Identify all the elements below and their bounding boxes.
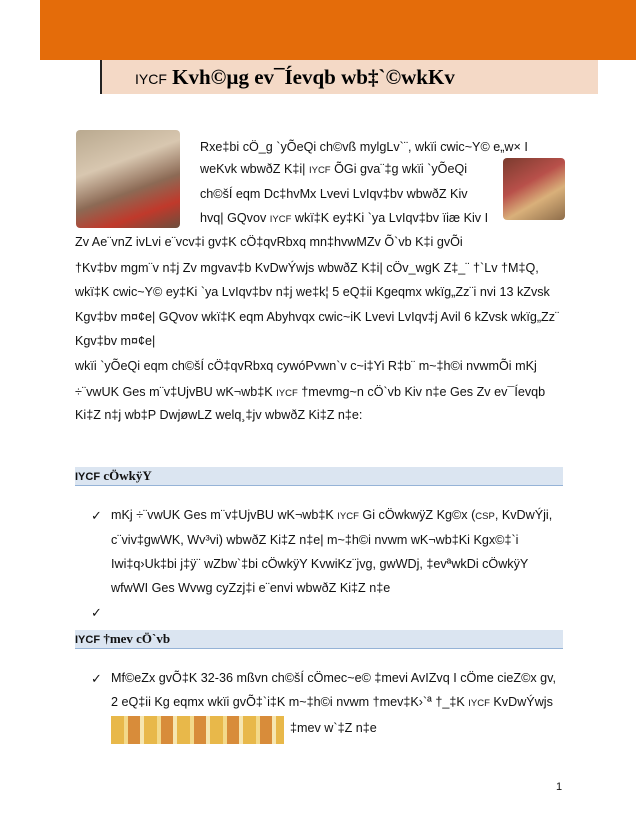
page-number: 1	[556, 781, 563, 793]
header-color-band	[40, 0, 636, 60]
training-bullet-line-4: wfwWI Ges Wvwg cyZzj‡i e¨envi wbwðZ Ki‡Z n‡e	[111, 581, 391, 595]
section-heading-training: IYCF cÖwkÿY	[75, 468, 152, 483]
intro-line-8: Kgv‡bv m¤¢e| GQvov wkï‡K eqm Abyhvqx cwic~iK Lvevi LvIqv‡j Avil 6 kZvsk wkïg„Zz¨	[75, 310, 560, 324]
check-icon: ✓	[91, 605, 102, 620]
service-bullet-line-1: Mf©eZx gvÕ‡K 32-36 mßvn ch©šÍ cÖmec~e© ‡mevi AvIZvq I cÖme cieZ©x gv,	[111, 671, 557, 685]
service-bullet-line-3: ‡mev w`‡Z n‡e	[290, 721, 377, 735]
section-heading-service: IYCF †mev cÖ`vb	[75, 631, 171, 646]
intro-line-9: Kgv‡bv m¤¢e|	[75, 334, 156, 348]
training-bullet-line-3: Iwi‡q›Uk‡bi j‡ÿ¨ wZbw`‡bi cÖwkÿY KvwiKz¨jvg, gwWDj, ‡evªwkDi cÖwkÿY	[111, 557, 529, 571]
intro-line-5: Zv Ae¨vnZ ivLvi e¨vcv‡i gv‡K cÖ‡qvRbxq mn‡hvwMZv Õ`vb K‡i gvÕi	[75, 235, 463, 249]
training-bullet-line-2: c¨viv‡gwWK, Wv³vi) wbwðZ Ki‡Z n‡e| m~‡h©i nvwm wK¬wb‡Ki Kgx©‡`i	[111, 533, 519, 547]
intro-line-6: †Kv‡bv mgm¨v n‡j Zv mgvav‡b KvDwÝwjs wbwðZ K‡i| cÖv_wgK Z‡_¨ †`Lv †M‡Q,	[75, 261, 539, 275]
check-icon: ✓	[91, 508, 102, 523]
intro-line-3: ch©šÍ eqm Dc‡hvMx Lvevi LvIqv‡bv wbwðZ Kiv	[200, 187, 468, 201]
photo-nurse-with-mother	[76, 130, 180, 228]
photo-mother-with-child	[503, 158, 565, 220]
para2-line-3: Ki‡Z n‡j wb‡P DwjøwLZ welq¸‡jv wbwðZ Ki‡Z n‡e:	[75, 408, 363, 422]
intro-line-1: Rxe‡bi cÖ_g `yÕeQi ch©vß mylgLv`¨, wkïi cwic~Y© e„w× I	[200, 140, 528, 154]
para2-line-1: wkïi `yÕeQi eqm ch©šÍ cÖ‡qvRbxq cywóPvwn`v c~i‡Yi R‡b¨ m~‡h©i nvwmÕi mKj	[75, 359, 537, 373]
intro-line-4: hvq| GQvov IYCF wkï‡K ey‡Ki `ya LvIqv‡bv ïiæ Kiv I	[200, 211, 489, 225]
intro-line-7: wkï‡K cwic~Y© ey‡Ki `ya LvIqv‡bv n‡j we‡k¦ 5 eQ‡ii Kgeqmx wkïg„Zz¨i nvi 13 kZvsk	[75, 285, 550, 299]
service-bullet-line-2: 2 eQ‡ii Kg eqmx wkïi gvÕ‡`i‡K m~‡h©i nvwm †mev‡K›`ª †_‡K IYCF KvDwÝwjs	[111, 695, 553, 709]
page-title: IYCF Kvh©µg ev¯Íevqb wb‡`©wkKv	[135, 65, 455, 89]
check-icon: ✓	[91, 671, 102, 686]
training-bullet-line-1: mKj ÷¨vwUK Ges m¨v‡UjvBU wK¬wb‡K IYCF Gi cÖwkwÿZ Kg©x (CSP, KvDwÝji,	[111, 508, 553, 522]
counseling-cards-image	[111, 716, 284, 744]
para2-line-2: ÷¨vwUK Ges m¨v‡UjvBU wK¬wb‡K IYCF †mevmg~n cÖ`vb Kiv n‡e Ges Zv ev¯Íevqb	[75, 385, 546, 399]
intro-line-2: weKvk wbwðZ K‡i| IYCF ÕGi gva¨‡g wkïi `yÕeQi	[200, 162, 468, 176]
